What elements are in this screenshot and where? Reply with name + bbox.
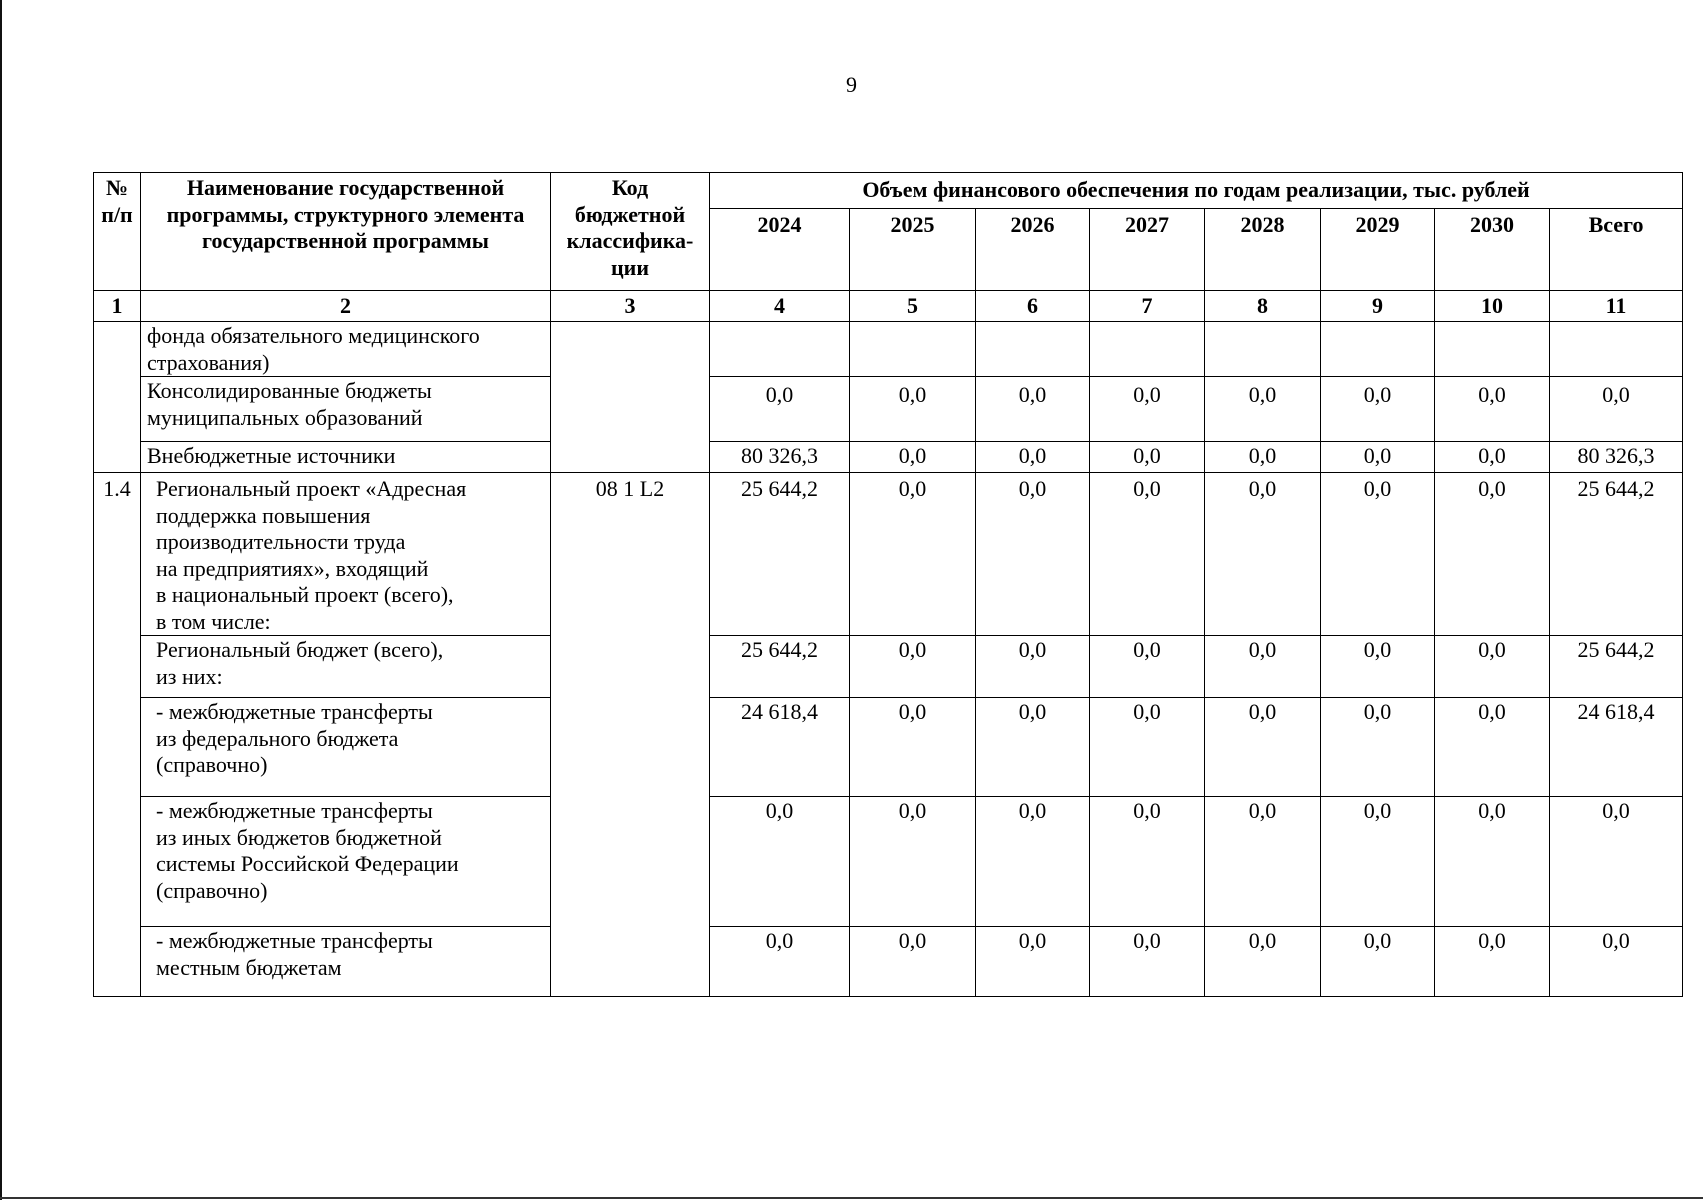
value-cell: 0,0 bbox=[976, 797, 1090, 927]
row-code bbox=[551, 322, 710, 473]
value-cell: 0,0 bbox=[976, 927, 1090, 997]
value-cell bbox=[710, 322, 850, 377]
row-name: Внебюджетные источники bbox=[141, 442, 551, 473]
column-number: 8 bbox=[1205, 291, 1321, 322]
column-number: 10 bbox=[1435, 291, 1550, 322]
value-cell: 0,0 bbox=[850, 698, 976, 797]
page-number: 9 bbox=[846, 72, 857, 97]
value-cell: 0,0 bbox=[850, 927, 976, 997]
table-row bbox=[94, 927, 1683, 997]
value-cell: 0,0 bbox=[1550, 927, 1683, 997]
year-2029: 2029 bbox=[1321, 209, 1435, 291]
value-cell: 0,0 bbox=[850, 377, 976, 442]
value-cell: 0,0 bbox=[1205, 473, 1321, 636]
value-cell: 0,0 bbox=[976, 442, 1090, 473]
value-cell: 0,0 bbox=[1435, 442, 1550, 473]
column-number: 7 bbox=[1090, 291, 1205, 322]
column-number: 1 bbox=[94, 291, 141, 322]
value-cell: 0,0 bbox=[1090, 797, 1205, 927]
value-cell bbox=[1321, 322, 1435, 377]
value-cell: 0,0 bbox=[1090, 473, 1205, 636]
column-number: 5 bbox=[850, 291, 976, 322]
value-cell: 0,0 bbox=[1090, 442, 1205, 473]
value-cell bbox=[1550, 322, 1683, 377]
value-cell bbox=[850, 322, 976, 377]
header-row bbox=[94, 173, 1683, 209]
value-cell: 80 326,3 bbox=[710, 442, 850, 473]
value-cell: 24 618,4 bbox=[1550, 698, 1683, 797]
row-index: 1.4 bbox=[94, 473, 141, 997]
year-2024: 2024 bbox=[710, 209, 850, 291]
value-cell: 0,0 bbox=[976, 636, 1090, 698]
year-2030: 2030 bbox=[1435, 209, 1550, 291]
value-cell: 0,0 bbox=[1550, 797, 1683, 927]
row-name: - межбюджетные трансферты из федерального бюджета (справочно) bbox=[141, 698, 551, 797]
value-cell bbox=[1090, 322, 1205, 377]
value-cell: 0,0 bbox=[1205, 636, 1321, 698]
value-cell: 0,0 bbox=[1090, 636, 1205, 698]
value-cell: 0,0 bbox=[850, 797, 976, 927]
year-total: Всего bbox=[1550, 209, 1683, 291]
budget-table bbox=[93, 172, 1683, 997]
value-cell: 0,0 bbox=[1435, 473, 1550, 636]
value-cell: 0,0 bbox=[850, 442, 976, 473]
value-cell: 0,0 bbox=[1435, 927, 1550, 997]
value-cell: 0,0 bbox=[710, 377, 850, 442]
value-cell: 80 326,3 bbox=[1550, 442, 1683, 473]
table-row bbox=[94, 797, 1683, 927]
value-cell: 0,0 bbox=[1321, 698, 1435, 797]
column-number: 11 bbox=[1550, 291, 1683, 322]
column-numbers-row bbox=[94, 291, 1683, 322]
value-cell: 0,0 bbox=[1090, 927, 1205, 997]
table-row bbox=[94, 442, 1683, 473]
value-cell: 0,0 bbox=[1435, 377, 1550, 442]
value-cell: 0,0 bbox=[1205, 797, 1321, 927]
table-row bbox=[94, 377, 1683, 442]
value-cell: 0,0 bbox=[1321, 797, 1435, 927]
value-cell: 0,0 bbox=[976, 377, 1090, 442]
row-name: Региональный проект «Адресная поддержка повышения производительности труда на предприятиях», входящий в национальный проект (всего), в том числе: bbox=[141, 473, 551, 636]
column-number: 4 bbox=[710, 291, 850, 322]
value-cell: 0,0 bbox=[710, 797, 850, 927]
value-cell: 0,0 bbox=[710, 927, 850, 997]
value-cell: 0,0 bbox=[1435, 698, 1550, 797]
value-cell: 25 644,2 bbox=[1550, 636, 1683, 698]
value-cell: 0,0 bbox=[1205, 377, 1321, 442]
value-cell: 0,0 bbox=[1550, 377, 1683, 442]
value-cell: 25 644,2 bbox=[710, 473, 850, 636]
column-number: 9 bbox=[1321, 291, 1435, 322]
row-name: - межбюджетные трансферты местным бюджетам bbox=[141, 927, 551, 997]
header-col-no: № п/п bbox=[94, 173, 141, 291]
page-left-edge bbox=[0, 0, 2, 1200]
value-cell bbox=[1205, 322, 1321, 377]
value-cell: 0,0 bbox=[1090, 377, 1205, 442]
value-cell: 0,0 bbox=[1205, 698, 1321, 797]
table-row bbox=[94, 473, 1683, 636]
row-name: Консолидированные бюджеты муниципальных образований bbox=[141, 377, 551, 442]
value-cell: 24 618,4 bbox=[710, 698, 850, 797]
value-cell: 0,0 bbox=[976, 473, 1090, 636]
value-cell: 25 644,2 bbox=[1550, 473, 1683, 636]
table-row bbox=[94, 698, 1683, 797]
year-2028: 2028 bbox=[1205, 209, 1321, 291]
value-cell: 0,0 bbox=[1090, 698, 1205, 797]
year-2026: 2026 bbox=[976, 209, 1090, 291]
value-cell: 0,0 bbox=[850, 473, 976, 636]
value-cell: 0,0 bbox=[850, 636, 976, 698]
value-cell: 0,0 bbox=[1321, 442, 1435, 473]
year-2025: 2025 bbox=[850, 209, 976, 291]
value-cell: 0,0 bbox=[1205, 442, 1321, 473]
value-cell: 0,0 bbox=[976, 698, 1090, 797]
table-row bbox=[94, 322, 1683, 377]
header-col-name: Наименование государственной программы, структурного элемента государственной программы bbox=[141, 173, 551, 291]
year-2027: 2027 bbox=[1090, 209, 1205, 291]
value-cell: 0,0 bbox=[1321, 927, 1435, 997]
header-col-volume: Объем финансового обеспечения по годам реализации, тыс. рублей bbox=[710, 173, 1683, 209]
row-code: 08 1 L2 bbox=[551, 473, 710, 997]
value-cell: 0,0 bbox=[1205, 927, 1321, 997]
page-bottom-edge bbox=[0, 1197, 1703, 1199]
row-name: фонда обязательного медицинского страхования) bbox=[141, 322, 551, 377]
value-cell: 0,0 bbox=[1321, 636, 1435, 698]
column-number: 3 bbox=[551, 291, 710, 322]
value-cell: 0,0 bbox=[1321, 473, 1435, 636]
table-row bbox=[94, 636, 1683, 698]
value-cell: 0,0 bbox=[1435, 797, 1550, 927]
value-cell: 25 644,2 bbox=[710, 636, 850, 698]
header-col-code: Код бюджетной классифика- ции bbox=[551, 173, 710, 291]
column-number: 2 bbox=[141, 291, 551, 322]
row-index bbox=[94, 322, 141, 473]
value-cell: 0,0 bbox=[1321, 377, 1435, 442]
value-cell bbox=[976, 322, 1090, 377]
row-name: Региональный бюджет (всего), из них: bbox=[141, 636, 551, 698]
row-name: - межбюджетные трансферты из иных бюджетов бюджетной системы Российской Федерации (справочно) bbox=[141, 797, 551, 927]
value-cell: 0,0 bbox=[1435, 636, 1550, 698]
column-number: 6 bbox=[976, 291, 1090, 322]
value-cell bbox=[1435, 322, 1550, 377]
